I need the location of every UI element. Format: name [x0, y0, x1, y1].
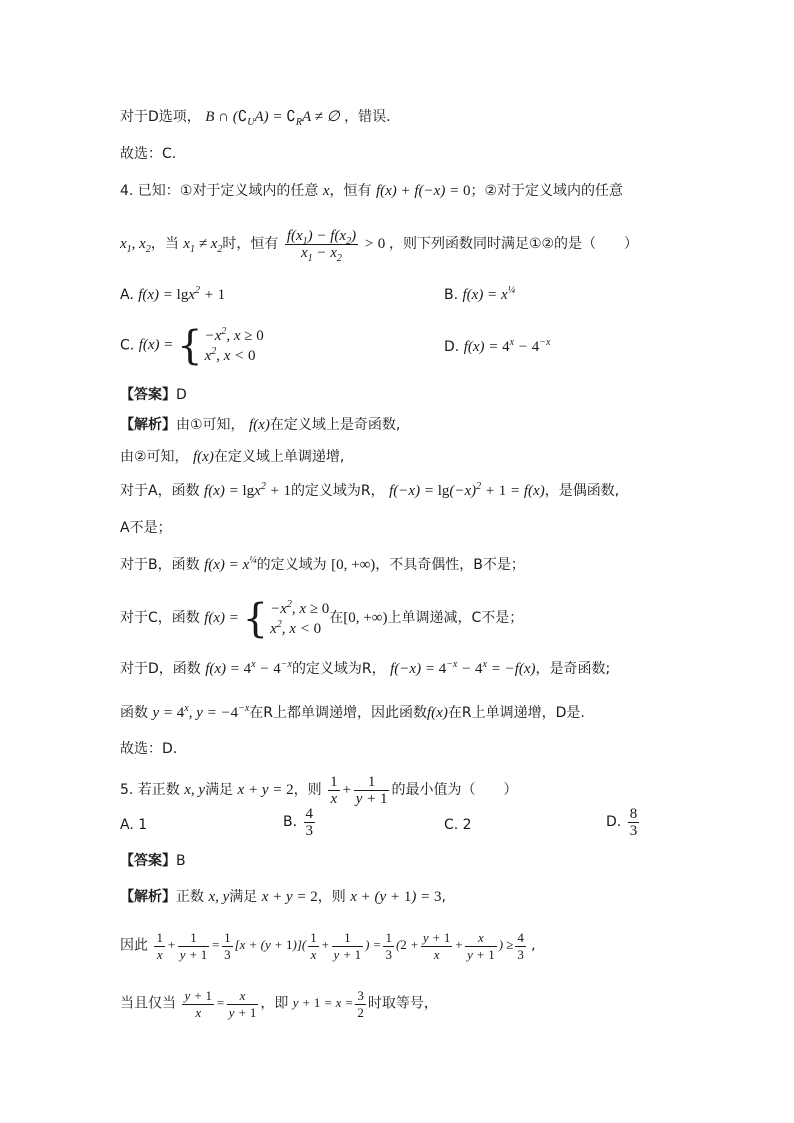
q3-d-prefix: 对于D选项，: [120, 109, 201, 125]
q4-option-a-formula: f(x) = lgx$^2$ + 1: [138, 285, 226, 303]
q4-for-c-mid: 在: [329, 610, 344, 626]
q4-for-c-func: f(x) = { $-x^2$, x ≥ 0 $x^2$, x < 0: [204, 595, 330, 642]
q4-vars-x1x2: $x_1$, $x_2$: [120, 235, 151, 255]
q5-meet: 满足: [205, 781, 234, 798]
q4-for-d-end: ，是奇函数;: [535, 661, 611, 677]
q4-func-end: 在R上单调递增，D是.: [447, 705, 585, 721]
q4-pick: 故选：D.: [120, 741, 178, 757]
q4-stmt1c: ；②对于定义域内的任意: [470, 183, 624, 199]
q4-var-x: x: [322, 183, 330, 199]
q5-only-when: 当且仅当: [120, 995, 176, 1012]
q4-option-b[interactable]: [444, 286, 515, 304]
q4-for-a-func: f(x) = lgx$^2$ + 1: [204, 481, 291, 499]
q5-then: ，则: [293, 781, 322, 798]
q4-analysis-1: 由①可知，: [176, 417, 245, 433]
q4-for-d-func: $f(x) = 4^x - 4^{-x}$: [205, 659, 292, 677]
q4-answer-value: D: [176, 387, 187, 403]
q5-equality-line: [120, 988, 438, 1021]
q4-odd-condition: f(x) + f(−x) = 0: [375, 183, 471, 199]
q4-for-c-prefix: 对于C，函数: [120, 610, 200, 626]
q5-analysis-vars: x, y: [208, 889, 230, 905]
q5-hence-line: 因此 $\frac{1}{x}$ + $\frac{1}{y + 1}$ = $\frac{1}{3}$ [x + (y + 1)]( $\frac{1}{x}$ + $\frac{1}{y + 1}$ ) = $\frac{1}{3}$ (2 + $\frac{y + 1}{x}$ + $\frac{x}{y + 1}$ ) ≥ $\frac{4}{3}$ ,: [120, 930, 536, 962]
q4-stem-line-2: [120, 228, 639, 264]
q5-expression: $\frac{1}{x}$ + $\frac{1}{y + 1}$: [330, 774, 388, 807]
q4-for-b-mid: 的定义域为: [256, 557, 327, 573]
q4-analysis-line-1: [120, 416, 400, 434]
q4-option-a-label: A.: [120, 287, 134, 303]
q5-answer-label: 【答案】: [120, 853, 176, 869]
q4-option-c[interactable]: [120, 323, 264, 369]
q5-constraint: x + y = 2: [237, 781, 294, 798]
q4-func-pair: $y = 4^x$, $y = -4^{-x}$: [152, 703, 250, 721]
q5-stem-line: [120, 774, 517, 807]
q4-for-b-prefix: 对于B，函数: [120, 557, 200, 573]
q3-d-option-line: [120, 108, 391, 126]
q4-analysis-label: 【解析】: [120, 417, 176, 433]
q4-for-a-not: A不是；: [120, 520, 172, 536]
q4-stem-line-1: [120, 182, 623, 200]
q4-analysis-line-2: [120, 448, 344, 466]
q5-equal: 时取等号，: [367, 995, 438, 1012]
q4-option-b-formula: $f(x) = x^{\frac{1}{4}}$: [462, 285, 516, 303]
q4-for-d-odd: $f(-x) = 4^{-x} - 4^x = -f(x)$: [390, 659, 536, 677]
q3-answer-line: 故选：C.: [120, 146, 177, 162]
q4-for-b-domain: [0, +∞): [331, 557, 376, 573]
q4-number: 4. 已知：: [120, 183, 180, 199]
q4-fx-2: f(x): [193, 449, 214, 465]
q4-ask: ，则下列函数同时满足①②的是（ ）: [388, 235, 639, 252]
q4-func-prefix: 函数: [120, 705, 148, 721]
q5-option-a-label: A. 1: [120, 817, 148, 833]
q4-when: ，当: [150, 235, 179, 252]
q5-option-d-label: D.: [606, 813, 622, 830]
q5-option-b[interactable]: [283, 806, 317, 839]
q5-answer: [120, 852, 186, 870]
q5-option-b-value: $\frac{4}{3}$: [305, 806, 314, 839]
q5-analysis-constraint: x + y = 2: [261, 889, 318, 905]
q4-for-b-end: ，不具奇偶性，B不是；: [375, 557, 525, 573]
q4-for-b-line: [120, 556, 525, 574]
q4-option-d[interactable]: [444, 338, 550, 356]
q4-for-a-prefix: 对于A，函数: [120, 483, 200, 499]
q4-func-mid: 在R上都单调递增，因此函数: [249, 705, 428, 721]
q3-d-formula: B ∩ $(∁_UA)$ = $∁_RA$ ≠ ∅: [205, 109, 340, 128]
q5-inequality: $\frac{1}{x}$ + $\frac{1}{y + 1}$ = $\frac{1}{3}$ [x + (y + 1)]( $\frac{1}{x}$ + $\frac{1}{y + 1}$ ) = $\frac{1}{3}$ (2 + $\frac{y + 1}{x}$ + $\frac{x}{y + 1}$ ) ≥ $\frac{4}{3}$: [156, 930, 524, 962]
q4-fx-1: f(x): [249, 417, 270, 433]
q4-for-c-interval: [0, +∞): [343, 610, 388, 626]
q5-analysis-label: 【解析】: [120, 889, 176, 905]
q4-for-a-line: [120, 482, 619, 500]
q5-ask: 的最小值为（ ）: [391, 781, 518, 798]
q4-analysis-2: 由②可知，: [120, 449, 189, 465]
q4-func-line: [120, 704, 585, 722]
q4-for-c-line: [120, 595, 524, 642]
q5-hence: 因此: [120, 937, 148, 954]
q4-for-d-mid: 的定义域为R，: [291, 661, 386, 677]
q4-fx-3: f(x): [427, 705, 448, 721]
q4-option-c-formula: f(x) = { $-x^2$, x ≥ 0 $x^2$, x < 0: [138, 323, 264, 369]
q4-option-b-label: B.: [444, 287, 459, 303]
q5-analysis-1b: 满足: [229, 889, 258, 905]
q4-analysis-2b: 在定义域上单调递增,: [213, 449, 345, 465]
q4-for-c-end: 上单调递减，C不是；: [387, 610, 524, 626]
q4-stmt1b: ，恒有: [329, 183, 372, 199]
q4-for-b-func: $f(x) = x^{\frac{1}{4}}$: [204, 555, 257, 573]
q5-option-c-label: C. 2: [444, 817, 472, 833]
q4-mono-condition: $\frac{f(x_1) - f(x_2)}{x_1 - x_2}$ > 0: [286, 228, 386, 264]
q4-option-d-formula: $f(x) = 4^x - 4^{-x}$: [463, 337, 551, 355]
q5-analysis-1c: ，则: [317, 889, 346, 905]
q4-for-d-line: [120, 660, 610, 678]
q5-option-c[interactable]: [444, 816, 472, 834]
q5-answer-value: B: [176, 853, 186, 869]
q5-number: 5. 若正数: [120, 781, 180, 798]
q4-hold: 时，恒有: [222, 235, 279, 252]
q4-neq: $x_1 \ne x_2$: [183, 235, 223, 255]
q4-for-d-prefix: 对于D，函数: [120, 661, 201, 677]
q4-option-a[interactable]: [120, 286, 225, 304]
q5-vars: x, y: [184, 781, 206, 798]
q4-stmt1: ①对于定义域内的任意: [179, 183, 319, 199]
q5-equality-condition: $\frac{y + 1}{x}$ = $\frac{x}{y + 1}$: [184, 988, 257, 1020]
q4-answer: [120, 386, 187, 404]
q4-for-a-end: ，是偶函数,: [544, 483, 620, 499]
q5-analysis-shift: x + (y + 1) = 3: [350, 889, 442, 905]
q5-option-a[interactable]: [120, 816, 147, 834]
q5-analysis-1: 正数: [176, 889, 204, 905]
q4-for-a-even: $f(-x) = \lg(-x)^2 + 1 = f(x)$: [389, 481, 545, 499]
q4-for-a-mid: 的定义域为R，: [290, 483, 385, 499]
q5-option-b-label: B.: [283, 813, 298, 830]
q5-option-d-value: $\frac{8}{3}$: [629, 806, 638, 839]
q5-analysis-line-1: 【解析】正数 x, y满足 x + y = 2，则 x + (y + 1) = 3,: [120, 889, 446, 905]
q3-d-suffix: ，错误.: [344, 109, 391, 125]
q5-equality-value: y + 1 = x = $\frac{3}{2}$: [292, 988, 364, 1020]
q4-option-d-label: D.: [444, 339, 460, 355]
q4-analysis-1b: 在定义域上是奇函数,: [269, 417, 401, 433]
q4-answer-label: 【答案】: [120, 387, 176, 403]
q4-option-c-label: C.: [120, 337, 135, 354]
q5-that-is: ，即: [260, 995, 289, 1012]
q5-option-d[interactable]: [606, 806, 641, 839]
